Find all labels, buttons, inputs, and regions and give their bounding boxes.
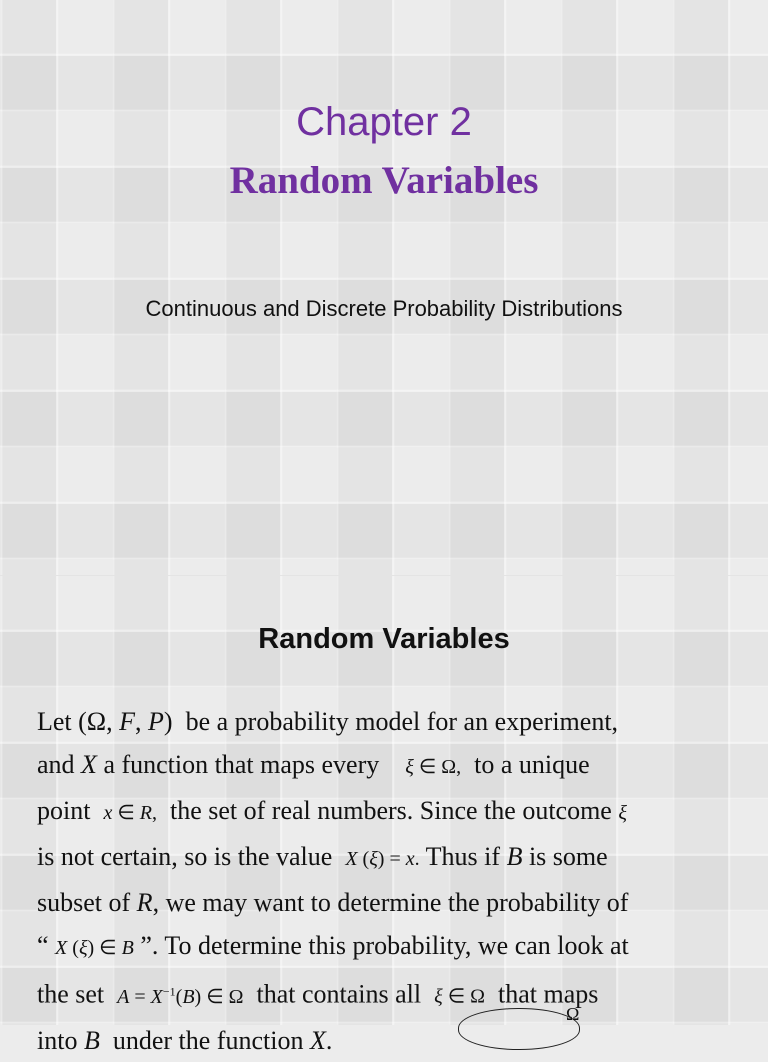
omega-label: Ω: [566, 1004, 580, 1024]
body-line: the set $A = X^{-1}(B)$ ∈ Ω that contains all ξ ∈ Ω that maps: [37, 979, 599, 1009]
body-line: point x ∈ R, the set of real numbers. Since the outcome ξ: [37, 796, 627, 825]
body-line: Let (Ω, F, P) be a probability model for an experiment,: [37, 707, 619, 736]
slide-title: Random Variables: [229, 159, 539, 202]
body-line: is not certain, so is the value X (ξ) = x. Thus if B is some: [37, 842, 608, 871]
slide-subtitle: Continuous and Discrete Probability Distributions: [145, 296, 623, 321]
body-line: into B under the function X.: [37, 1025, 333, 1055]
body-line: “ X (ξ) ∈ B ”. To determine this probability, we can look at: [37, 931, 629, 960]
chapter-heading: Chapter 2: [296, 100, 472, 144]
content-slide-title: Random Variables: [258, 623, 510, 655]
body-line: and X a function that maps every ξ ∈ Ω, to a unique: [37, 750, 590, 779]
body-line: subset of R, we may want to determine the probability of: [37, 888, 629, 917]
sample-space-ellipse: [458, 1008, 580, 1050]
content-slide: [0, 575, 768, 1055]
body-text: [37, 700, 737, 1062]
